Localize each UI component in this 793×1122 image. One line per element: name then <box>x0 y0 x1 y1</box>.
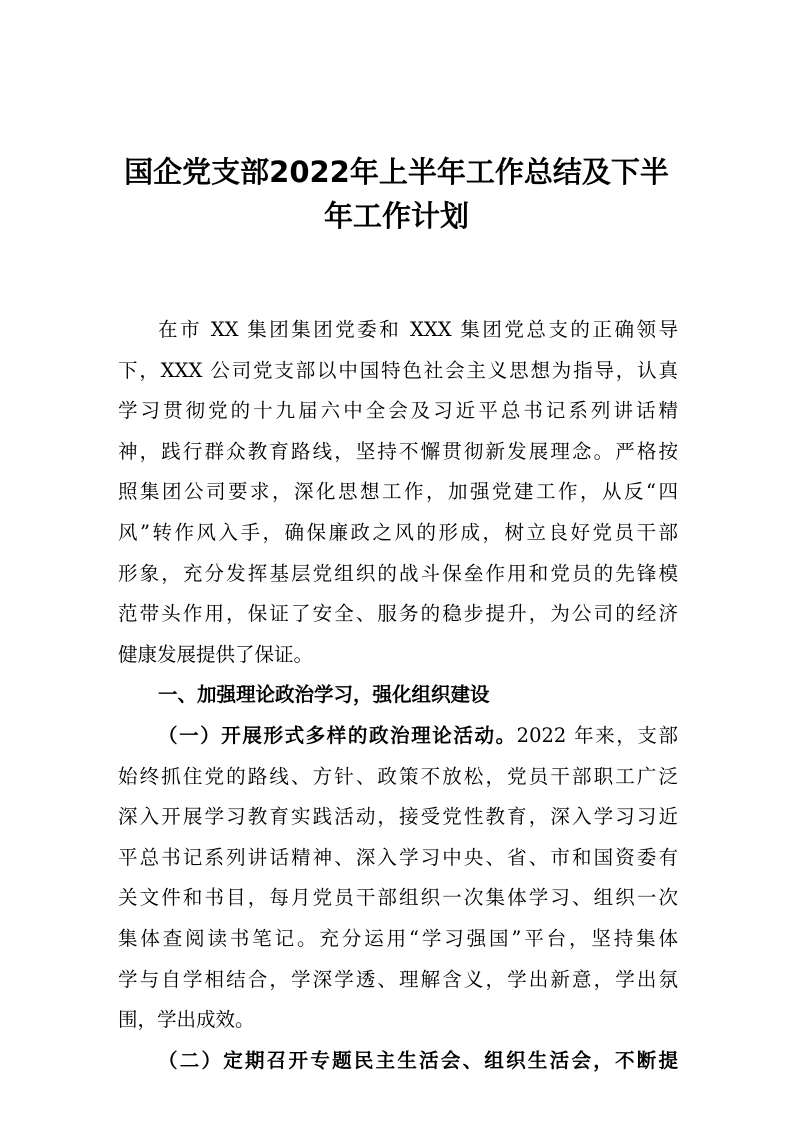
document-body <box>118 310 678 1081</box>
paragraph-line: 风”转作风入手，确保廉政之风的形成，树立良好党员干部 <box>118 520 678 544</box>
paragraph-line: 照集团公司要求，深化思想工作，加强党建工作，从反“四 <box>118 480 678 504</box>
intro-paragraph <box>118 310 678 675</box>
section-heading-1: 一、加强理论政治学习，强化组织建设 <box>158 683 490 707</box>
document-title <box>100 150 693 238</box>
paragraph-line: 始终抓住党的路线、方针、政策不放松，党员干部职工广泛 <box>118 764 678 788</box>
paragraph-line: 学与自学相结合，学深学透、理解含义，学出新意，学出氛 <box>118 967 678 991</box>
subsection-1-paragraph <box>118 716 678 1041</box>
paragraph-line: 学习贯彻党的十九届六中全会及习近平总书记系列讲话精 <box>118 399 678 423</box>
paragraph-line: 深入开展学习教育实践活动，接受党性教育，深入学习习近 <box>118 805 678 829</box>
subsection-heading-2: （二）定期召开专题民主生活会、组织生活会，不断提 <box>158 1048 678 1072</box>
paragraph-line: 下，XXX 公司党支部以中国特色社会主义思想为指导，认真 <box>118 358 678 382</box>
paragraph-line: 平总书记系列讲话精神、深入学习中央、省、市和国资委有 <box>118 845 678 869</box>
title-line-1: 国企党支部2022年上半年工作总结及下半 <box>124 155 669 189</box>
subsection-heading-1: （一）开展形式多样的政治理论活动。 <box>158 723 517 747</box>
paragraph-line: 关文件和书目，每月党员干部组织一次集体学习、组织一次 <box>118 886 678 910</box>
paragraph-line: 在市 XX 集团集团党委和 XXX 集团党总支的正确领导 <box>158 318 678 341</box>
paragraph-line: 健康发展提供了保证。 <box>118 642 314 666</box>
paragraph-line: 范带头作用，保证了安全、服务的稳步提升，为公司的经济 <box>118 602 678 626</box>
paragraph-line: 神，践行群众教育路线，坚持不懈贯彻新发展理念。严格按 <box>118 439 678 463</box>
paragraph-line <box>118 716 678 757</box>
subsection-1-lead-text: 2022 年来，支部 <box>516 723 678 747</box>
paragraph-line: 围，学出成效。 <box>118 1008 255 1032</box>
paragraph-line: 形象，充分发挥基层党组织的战斗保垒作用和党员的先锋模 <box>118 561 678 585</box>
title-line-2: 年工作计划 <box>323 199 469 233</box>
paragraph-line: 集体查阅读书笔记。充分运用“学习强国”平台，坚持集体 <box>118 926 678 950</box>
